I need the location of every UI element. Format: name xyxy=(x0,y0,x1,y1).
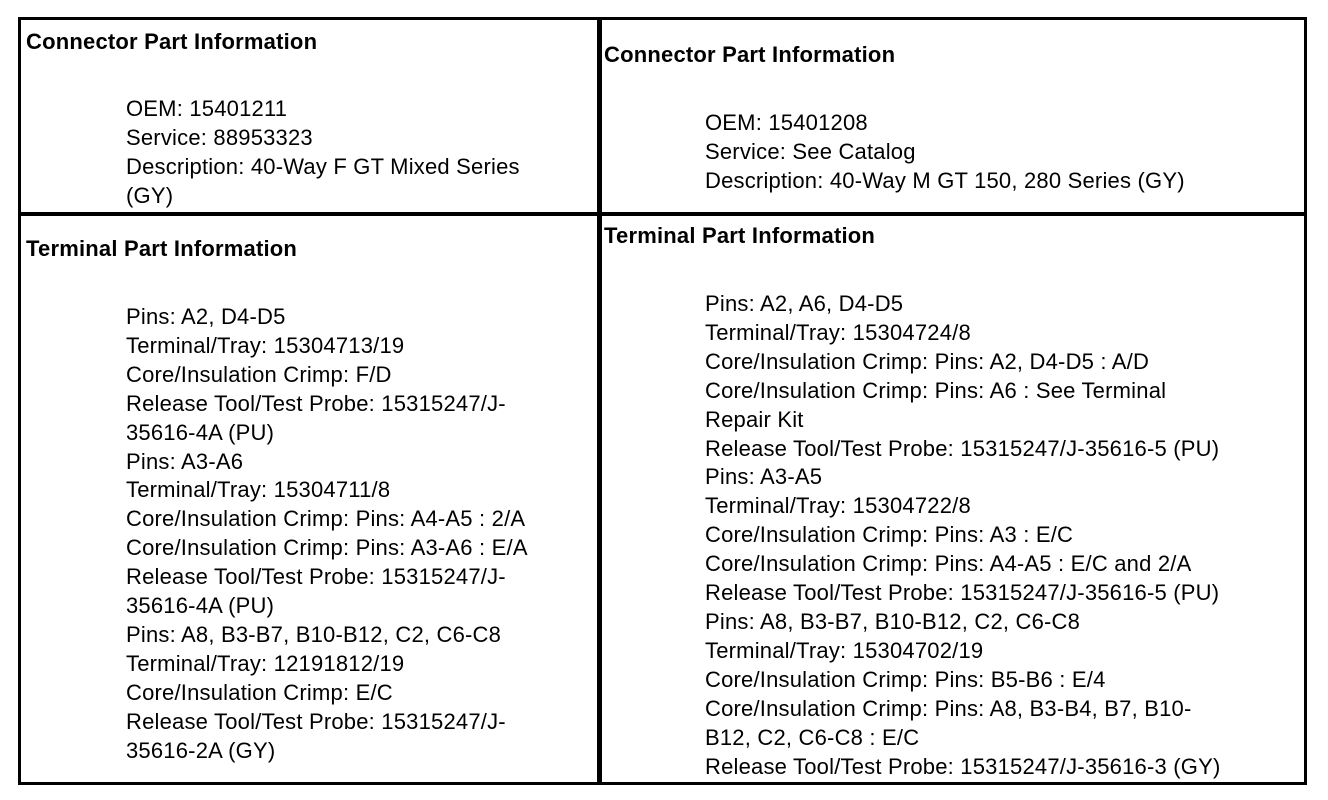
left-terminal-line: Core/Insulation Crimp: Pins: A3-A6 : E/A xyxy=(126,535,528,561)
left-connector-details xyxy=(126,95,520,211)
left-connector-line: (GY) xyxy=(126,182,174,208)
right-terminal-line: Terminal/Tray: 15304724/8 xyxy=(705,319,971,345)
left-terminal-line: Release Tool/Test Probe: 15315247/J- xyxy=(126,564,506,590)
right-connector-heading: Connector Part Information xyxy=(604,42,896,67)
right-terminal-line: B12, C2, C6-C8 : E/C xyxy=(705,724,920,750)
left-terminal-cell xyxy=(21,216,597,782)
right-terminal-line: Release Tool/Test Probe: 15315247/J-35616-5 (PU) xyxy=(705,435,1220,461)
right-terminal-line: Repair Kit xyxy=(705,406,804,432)
right-terminal-line: Core/Insulation Crimp: Pins: A8, B3-B4, B7, B10- xyxy=(705,695,1192,721)
left-terminal-line: Terminal/Tray: 15304713/19 xyxy=(126,332,405,358)
right-connector-line: OEM: 15401208 xyxy=(705,110,868,135)
left-terminal-line: 35616-4A (PU) xyxy=(126,593,275,619)
left-terminal-line: Pins: A3-A6 xyxy=(126,448,244,474)
right-terminal-line: Release Tool/Test Probe: 15315247/J-35616-3 (GY) xyxy=(705,753,1221,779)
left-terminal-line: 35616-2A (GY) xyxy=(126,737,276,763)
left-terminal-line: Core/Insulation Crimp: Pins: A4-A5 : 2/A xyxy=(126,506,526,532)
left-connector-heading: Connector Part Information xyxy=(26,29,318,54)
right-terminal-line: Release Tool/Test Probe: 15315247/J-35616-5 (PU) xyxy=(705,580,1220,606)
left-terminal-line: Core/Insulation Crimp: F/D xyxy=(126,361,392,387)
left-terminal-line: Pins: A8, B3-B7, B10-B12, C2, C6-C8 xyxy=(126,621,502,647)
right-terminal-line: Terminal/Tray: 15304702/19 xyxy=(705,637,984,663)
left-connector-line: Service: 88953323 xyxy=(126,124,313,150)
right-terminal-line: Pins: A3-A5 xyxy=(705,464,823,490)
left-connector-line: OEM: 15401211 xyxy=(126,96,288,121)
left-terminal-line: Release Tool/Test Probe: 15315247/J- xyxy=(126,390,506,416)
left-terminal-line: Core/Insulation Crimp: E/C xyxy=(126,679,393,705)
left-terminal-line: Terminal/Tray: 12191812/19 xyxy=(126,650,405,676)
right-connector-details xyxy=(705,109,1185,196)
right-terminal-line: Terminal/Tray: 15304722/8 xyxy=(705,493,971,519)
left-terminal-line: Terminal/Tray: 15304711/8 xyxy=(126,477,391,503)
right-terminal-details xyxy=(705,290,1221,781)
right-terminal-cell xyxy=(602,216,1304,782)
right-terminal-line: Core/Insulation Crimp: Pins: A6 : See Terminal xyxy=(705,377,1167,403)
left-terminal-line: Pins: A2, D4-D5 xyxy=(126,304,286,329)
left-terminal-details xyxy=(126,303,528,766)
right-terminal-line: Core/Insulation Crimp: Pins: A4-A5 : E/C and 2/A xyxy=(705,551,1192,577)
left-terminal-heading: Terminal Part Information xyxy=(26,236,298,261)
right-terminal-line: Core/Insulation Crimp: Pins: A3 : E/C xyxy=(705,522,1074,548)
right-connector-line: Description: 40-Way M GT 150, 280 Series (GY) xyxy=(705,167,1185,193)
left-terminal-line: 35616-4A (PU) xyxy=(126,419,275,445)
left-connector-line: Description: 40-Way F GT Mixed Series xyxy=(126,153,520,179)
right-terminal-line: Core/Insulation Crimp: Pins: A2, D4-D5 : A/D xyxy=(705,348,1150,374)
right-connector-cell xyxy=(602,20,1304,212)
right-terminal-line: Core/Insulation Crimp: Pins: B5-B6 : E/4 xyxy=(705,666,1106,692)
right-terminal-heading: Terminal Part Information xyxy=(604,223,876,248)
connector-info-table xyxy=(18,17,1307,785)
left-connector-cell xyxy=(21,20,597,212)
right-connector-line: Service: See Catalog xyxy=(705,138,916,164)
left-terminal-line: Release Tool/Test Probe: 15315247/J- xyxy=(126,708,506,734)
right-terminal-line: Pins: A8, B3-B7, B10-B12, C2, C6-C8 xyxy=(705,608,1081,634)
right-terminal-line: Pins: A2, A6, D4-D5 xyxy=(705,291,904,316)
